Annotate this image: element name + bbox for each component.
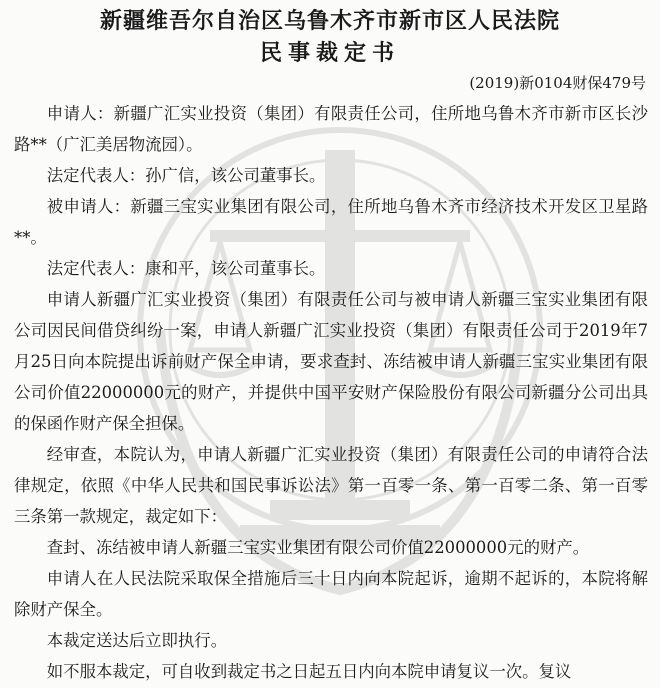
applicant-legal-rep-paragraph: 法定代表人：孙广信，该公司董事长。 [46,166,326,185]
court-review-paragraph: 经审查，本院认为，申请人新疆广汇实业投资（集团）有限责任公司的申请符合法律规定，依照《中华人民共和国民事诉讼法》第一百零一条、第一百零二条、第一百零三条第一款规定，裁定如下： [14,445,648,526]
document-type-heading: 民事裁定书 [259,40,400,66]
ruling-body [14,98,648,687]
execution-paragraph: 本裁定送达后立即执行。 [46,631,228,650]
lawsuit-deadline-paragraph: 申请人在人民法院采取保全措施后三十日内向本院起诉，逾期不起诉的，本院将解除财产保全。 [14,569,648,619]
court-name-heading: 新疆维吾尔自治区乌鲁木齐市新市区人民法院 [99,8,560,34]
applicant-paragraph: 申请人：新疆广汇实业投资（集团）有限责任公司，住所地乌鲁木齐市新市区长沙路**（广汇美居物流园）。 [14,104,648,154]
ruling-paragraph: 查封、冻结被申请人新疆三宝实业集团有限公司价值22000000元的财产。 [46,538,590,557]
appeal-paragraph: 如不服本裁定，可自收到裁定书之日起五日内向本院申请复议一次。复议 [46,662,572,681]
case-facts-paragraph: 申请人新疆广汇实业投资（集团）有限责任公司与被申请人新疆三宝实业集团有限公司因民间借贷纠纷一案，申请人新疆广汇实业投资（集团）有限责任公司于2019年7月25日向本院提出诉前财产保全申请，要求查封、冻结被申请人新疆三宝实业集团有限公司价值22000000元的财产，并提供中国平安财产保险股份有限公司新疆分公司出具的保函作财产保全担保。 [14,290,648,433]
case-number: (2019)新0104财保479号 [469,74,646,92]
respondent-legal-rep-paragraph: 法定代表人：康和平，该公司董事长。 [46,259,326,278]
respondent-paragraph: 被申请人：新疆三宝实业集团有限公司，住所地乌鲁木齐市经济技术开发区卫星路**。 [14,197,648,247]
